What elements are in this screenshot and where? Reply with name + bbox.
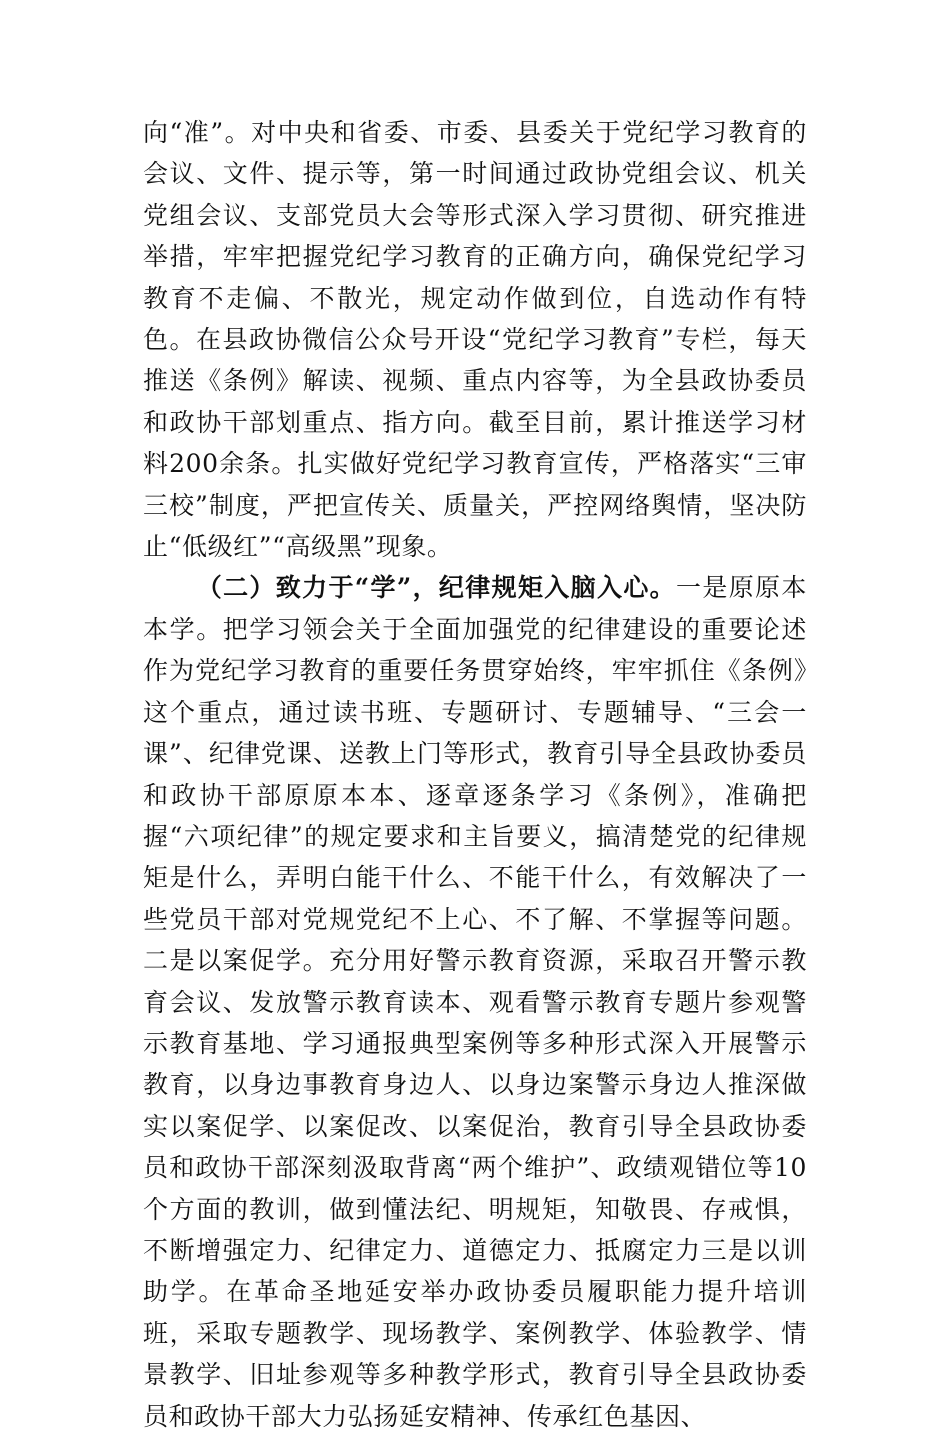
paragraph-1: 向“准”。对中央和省委、市委、县委关于党纪学习教育的会议、文件、提示等，第一时间通过政协党组会议、机关党组会议、支部党员大会等形式深入学习贯彻、研究推进举措，牢牢把握党纪学习教育的正确方向，确保党纪学习教育不走偏、不散光，规定动作做到位，自选动作有特色。在县政协微信公众号开设“党纪学习教育”专栏，每天推送《条例》解读、视频、重点内容等，为全县政协委员和政协干部划重点、指方向。截至目前，累计推送学习材料200余条。扎实做好党纪学习教育宣传，严格落实“三审三校”制度，严把宣传关、质量关，严控网络舆情，坚决防止“低级红”“高级黑”现象。 [143,118,807,562]
document-body [143,112,807,1437]
paragraph-2 [143,567,807,1437]
paragraph-2-body: 一是原原本本学。把学习领会关于全面加强党的纪律建设的重要论述作为党纪学习教育的重要任务贯穿始终，牢牢抓住《条例》这个重点，通过读书班、专题研讨、专题辅导、“三会一课”、纪律党课、送教上门等形式，教育引导全县政协委员和政协干部原原本本、逐章逐条学习《条例》，准确把握“六项纪律”的规定要求和主旨要义，搞清楚党的纪律规矩是什么，弄明白能干什么、不能干什么，有效解决了一些党员干部对党规党纪不上心、不了解、不掌握等问题。二是以案促学。充分用好警示教育资源，采取召开警示教育会议、发放警示教育读本、观看警示教育专题片参观警示教育基地、学习通报典型案例等多种形式深入开展警示教育，以身边事教育身边人、以身边案警示身边人推深做实以案促学、以案促改、以案促治，教育引导全县政协委员和政协干部深刻汲取背离“两个维护”、政绩观错位等10个方面的教训，做到懂法纪、明规矩，知敬畏、存戒惧，不断增强定力、纪律定力、道德定力、抵腐定力三是以训助学。在革命圣地延安举办政协委员履职能力提升培训班，采取专题教学、现场教学、案例教学、体验教学、情景教学、旧址参观等多种教学形式，教育引导全县政协委员和政协干部大力弘扬延安精神、传承红色基因、 [143,573,807,1431]
paragraph-2-heading: （二）致力于“学”，纪律规矩入脑入心。 [196,573,677,603]
